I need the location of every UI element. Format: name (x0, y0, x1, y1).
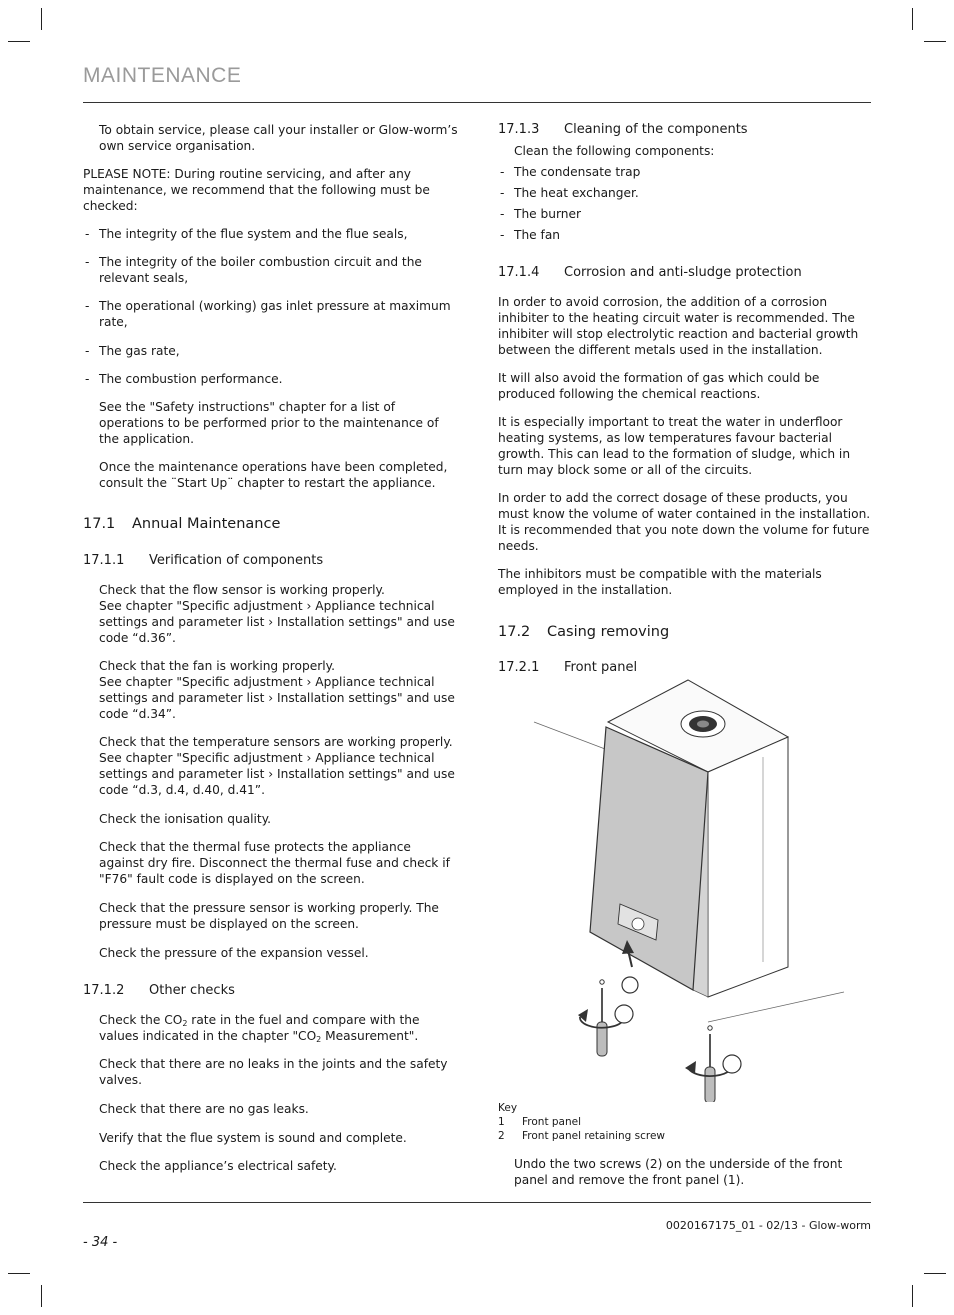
list-item: - The operational (working) gas inlet pressure at maximum rate, (83, 298, 458, 330)
list-item: - The combustion performance. (83, 371, 458, 387)
key-number: 2 (498, 1130, 505, 1142)
list-item: - The integrity of the boiler combustion circuit and the relevant seals, (83, 254, 458, 286)
paragraph: In order to avoid corrosion, the addition of a corrosion inhibiter to the heating circuit water is recommended. The inhibiter will stop electrolytic reaction and bacterial growth between the different metals used in the installation. (498, 295, 859, 357)
crop-mark (8, 41, 30, 42)
boiler-front-panel-illustration (498, 672, 870, 1102)
subsection-heading (83, 983, 458, 999)
key-number: 1 (498, 1116, 505, 1128)
check-item: Check the $CO_2$ rate in the fuel and compare with the values indicated in the chapter "$CO_2$ Measurement". (99, 1013, 420, 1044)
subsection-heading (83, 553, 458, 569)
section-heading (83, 516, 458, 532)
undo-instruction: Undo the two screws (2) on the underside of the front panel and remove the front panel (1). (514, 1157, 843, 1187)
check-item: Check that the temperature sensors are working properly. See chapter "Specific adjustment › Appliance technical settings and parameter list › Installation settings" and use code “d.3, d.4, d.40, d.41”. (99, 735, 455, 797)
check-item: Check that the flow sensor is working properly. See chapter "Specific adjustment › Appliance technical settings and parameter list › Installation settings" and use code “d.36”. (99, 583, 455, 645)
subsection-title: Other checks (149, 983, 235, 998)
subsection-title: Verification of components (149, 553, 324, 568)
section-title: Casing removing (547, 624, 670, 640)
startup-note: Once the maintenance operations have been completed, consult the ¨Start Up¨ chapter to restart the appliance. (99, 460, 448, 490)
crop-mark (924, 41, 946, 42)
subsection-number: 17.2.1 (498, 660, 540, 675)
check-item: Check the appliance’s electrical safety. (99, 1159, 337, 1173)
list-item: - The gas rate, (83, 343, 458, 359)
safety-note: See the "Safety instructions" chapter for a list of operations to be performed prior to the maintenance of the application. (99, 400, 439, 446)
paragraph: It will also avoid the formation of gas which could be produced following the chemical reactions. (498, 371, 820, 401)
crop-mark (912, 8, 913, 30)
section-number: 17.1 (83, 516, 116, 532)
check-item: Check the pressure of the expansion vessel. (99, 946, 369, 960)
paragraph: It is especially important to treat the water in underfloor heating systems, as low temperatures favour bacterial growth. This can lead to the formation of sludge, which in turn may block some or all of the circuits. (498, 415, 851, 477)
key-label: Front panel (522, 1116, 582, 1128)
key-item (498, 1129, 665, 1143)
subsection-number: 17.1.3 (498, 122, 540, 137)
subsection-number: 17.1.1 (83, 553, 125, 568)
subsection-title: Cleaning of the components (564, 122, 748, 137)
clean-intro: Clean the following components: (514, 144, 715, 158)
subsection-number: 17.1.4 (498, 265, 540, 280)
check-item: Check that there are no leaks in the joints and the safety valves. (99, 1057, 448, 1087)
key-item (498, 1115, 665, 1129)
list-item: - The burner (498, 206, 873, 222)
section-heading (498, 624, 873, 640)
crop-mark (8, 1273, 30, 1274)
note-text: PLEASE NOTE: During routine servicing, and after any maintenance, we recommend that the following must be checked: (83, 167, 430, 213)
list-item: - The fan (498, 227, 873, 243)
crop-mark (912, 1285, 913, 1307)
left-column (83, 122, 458, 1174)
subsection-heading (498, 122, 873, 138)
page-number: - 34 - (83, 1235, 118, 1250)
list-item: - The integrity of the flue system and the flue seals, (83, 226, 458, 242)
right-column (498, 122, 873, 676)
section-number: 17.2 (498, 624, 531, 640)
check-item: Check the ionisation quality. (99, 812, 272, 826)
crop-mark (41, 1285, 42, 1307)
section-title: Annual Maintenance (132, 516, 281, 532)
check-item: Check that the thermal fuse protects the appliance against dry fire. Disconnect the thermal fuse and check if "F76" fault code is displayed on the screen. (99, 840, 450, 886)
check-item: Check that there are no gas leaks. (99, 1102, 309, 1116)
key-title: Key (498, 1102, 518, 1114)
crop-mark (924, 1273, 946, 1274)
header-rule (83, 102, 871, 103)
paragraph: In order to add the correct dosage of these products, you must know the volume of water contained in the installation. It is recommended that you note down the volume for future needs. (498, 491, 871, 553)
list-item: - The heat exchanger. (498, 185, 873, 201)
intro-text: To obtain service, please call your installer or Glow-worm’s own service organisation. (99, 123, 458, 153)
subsection-title: Corrosion and anti-sludge protection (564, 265, 802, 280)
key-label: Front panel retaining screw (522, 1130, 665, 1142)
subsection-number: 17.1.2 (83, 983, 125, 998)
crop-mark (41, 8, 42, 30)
document-reference: 0020167175_01 - 02/13 - Glow-worm (665, 1219, 871, 1232)
page-title: MAINTENANCE (83, 64, 242, 87)
paragraph: The inhibitors must be compatible with the materials employed in the installation. (498, 567, 822, 597)
figure-key (498, 1101, 665, 1143)
check-item: Check that the pressure sensor is working properly. The pressure must be displayed on the screen. (99, 901, 439, 931)
check-item: Verify that the flue system is sound and complete. (99, 1131, 407, 1145)
footer-rule (83, 1202, 871, 1203)
check-item: Check that the fan is working properly. See chapter "Specific adjustment › Appliance technical settings and parameter list › Installation settings" and use code “d.34”. (99, 659, 455, 721)
subsection-title: Front panel (564, 660, 638, 675)
subsection-heading (498, 265, 873, 281)
list-item: - The condensate trap (498, 164, 873, 180)
